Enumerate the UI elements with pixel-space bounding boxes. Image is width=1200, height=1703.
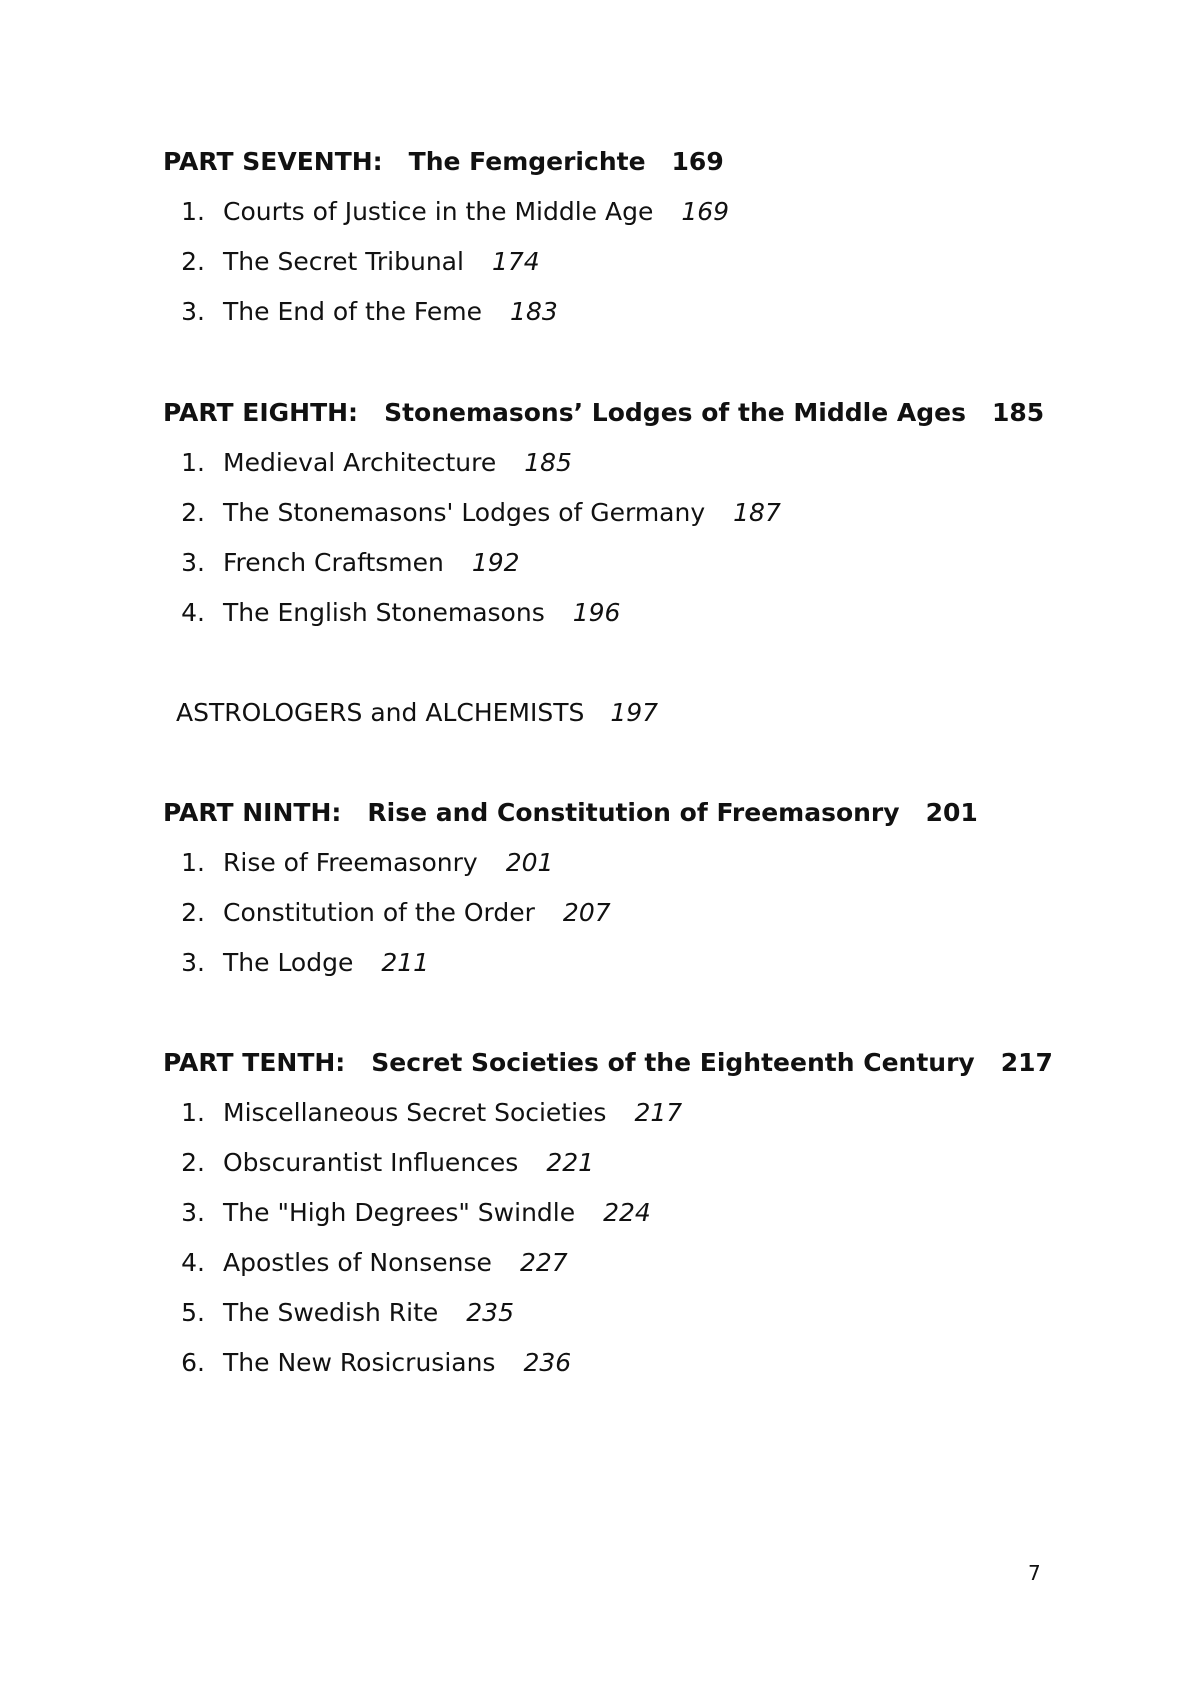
entry-number: 2. bbox=[181, 247, 205, 276]
entry-number: 3. bbox=[181, 297, 205, 326]
entry-title: French Craftsmen bbox=[223, 548, 444, 577]
toc-section-part-seventh bbox=[163, 137, 1063, 337]
toc-entry bbox=[163, 1088, 1063, 1138]
toc-entry bbox=[163, 1238, 1063, 1288]
entry-page-number: 211 bbox=[381, 948, 430, 977]
toc-section-part-ninth bbox=[163, 788, 1063, 988]
part-label: PART EIGHTH: bbox=[163, 398, 359, 427]
part-title: Secret Societies of the Eighteenth Century bbox=[371, 1048, 975, 1077]
entry-title: The New Rosicrusians bbox=[223, 1348, 496, 1377]
entry-number: 1. bbox=[181, 448, 205, 477]
entry-page-number: 187 bbox=[733, 498, 781, 527]
entry-number: 1. bbox=[181, 848, 205, 877]
part-title: Rise and Constitution of Freemasonry bbox=[367, 798, 900, 827]
entry-number: 6. bbox=[181, 1348, 205, 1377]
toc-entry bbox=[163, 488, 1063, 538]
entry-title: Medieval Architecture bbox=[223, 448, 497, 477]
page-number: 7 bbox=[1028, 1561, 1041, 1585]
entry-number: 2. bbox=[181, 898, 205, 927]
part-page-number: 185 bbox=[991, 398, 1045, 427]
toc-section-part-eighth bbox=[163, 388, 1063, 638]
entry-title: The Stonemasons' Lodges of Germany bbox=[223, 498, 706, 527]
entry-page-number: 224 bbox=[603, 1198, 651, 1227]
entry-title: The English Stonemasons bbox=[223, 598, 545, 627]
entry-page-number: 235 bbox=[466, 1298, 514, 1327]
part-label: PART NINTH: bbox=[163, 798, 342, 827]
entry-page-number: 174 bbox=[491, 247, 540, 276]
toc-standalone-entry bbox=[176, 688, 658, 738]
entry-number: 2. bbox=[181, 498, 205, 527]
entry-number: 2. bbox=[181, 1148, 205, 1177]
entry-page-number: 183 bbox=[510, 297, 558, 326]
entry-title: Courts of Justice in the Middle Age bbox=[223, 197, 654, 226]
entry-number: 4. bbox=[181, 598, 205, 627]
part-title: Stonemasons’ Lodges of the Middle Ages bbox=[384, 398, 966, 427]
entry-page-number: 169 bbox=[681, 197, 730, 226]
part-page-number: 217 bbox=[1000, 1048, 1053, 1077]
part-heading bbox=[163, 388, 1063, 438]
toc-entry bbox=[163, 888, 1063, 938]
entry-title: Obscurantist Influences bbox=[223, 1148, 519, 1177]
part-label: PART SEVENTH: bbox=[163, 147, 383, 176]
part-heading bbox=[163, 1038, 1063, 1088]
entry-number: 4. bbox=[181, 1248, 205, 1277]
entry-number: 3. bbox=[181, 1198, 205, 1227]
part-label: PART TENTH: bbox=[163, 1048, 346, 1077]
entry-page-number: 221 bbox=[546, 1148, 595, 1177]
entry-page-number: 201 bbox=[505, 848, 554, 877]
toc-entry bbox=[163, 1338, 1063, 1388]
entry-title: Constitution of the Order bbox=[223, 898, 535, 927]
toc-entry bbox=[163, 938, 1063, 988]
toc-entry bbox=[163, 838, 1063, 888]
entry-number: 5. bbox=[181, 1298, 205, 1327]
toc-entry bbox=[163, 237, 1063, 287]
toc-entry bbox=[163, 1138, 1063, 1188]
toc-section-part-tenth bbox=[163, 1038, 1063, 1388]
entry-page-number: 227 bbox=[519, 1248, 568, 1277]
entry-number: 1. bbox=[181, 1098, 205, 1127]
entry-title: The End of the Feme bbox=[223, 297, 483, 326]
entry-page-number: 207 bbox=[562, 898, 611, 927]
entry-page-number: 217 bbox=[634, 1098, 683, 1127]
part-title: The Femgerichte bbox=[408, 147, 646, 176]
toc-entry bbox=[163, 438, 1063, 488]
toc-entry bbox=[163, 287, 1063, 337]
entry-title: The Lodge bbox=[223, 948, 354, 977]
part-heading bbox=[163, 137, 1063, 187]
part-page-number: 201 bbox=[925, 798, 978, 827]
entry-page-number: 196 bbox=[572, 598, 621, 627]
entry-title: The "High Degrees" Swindle bbox=[223, 1198, 576, 1227]
toc-entry bbox=[163, 187, 1063, 237]
entry-number: 1. bbox=[181, 197, 205, 226]
toc-entry bbox=[163, 588, 1063, 638]
entry-title: Miscellaneous Secret Societies bbox=[223, 1098, 607, 1127]
toc-entry bbox=[163, 538, 1063, 588]
part-page-number: 169 bbox=[671, 147, 724, 176]
standalone-title: ASTROLOGERS and ALCHEMISTS bbox=[176, 698, 585, 727]
entry-number: 3. bbox=[181, 548, 205, 577]
standalone-page-number: 197 bbox=[610, 698, 659, 727]
entry-title: The Secret Tribunal bbox=[223, 247, 464, 276]
entry-page-number: 185 bbox=[524, 448, 572, 477]
entry-page-number: 236 bbox=[523, 1348, 572, 1377]
entry-title: Rise of Freemasonry bbox=[223, 848, 478, 877]
toc-entry bbox=[163, 1188, 1063, 1238]
part-heading bbox=[163, 788, 1063, 838]
entry-page-number: 192 bbox=[471, 548, 520, 577]
entry-title: Apostles of Nonsense bbox=[223, 1248, 492, 1277]
toc-entry bbox=[163, 1288, 1063, 1338]
entry-title: The Swedish Rite bbox=[223, 1298, 439, 1327]
entry-number: 3. bbox=[181, 948, 205, 977]
